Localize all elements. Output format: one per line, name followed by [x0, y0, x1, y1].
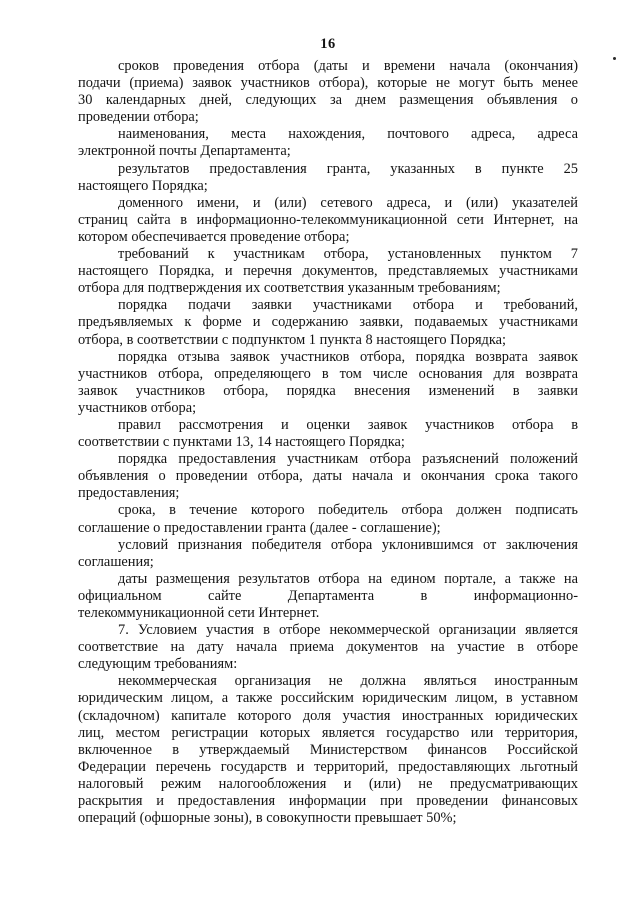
- text-line: настоящего Порядка;: [78, 177, 208, 194]
- text-line: срока, в течение которого победитель отбора должен подписать: [118, 502, 578, 519]
- text-line: некоммерческая организация не должна являться иностранным: [118, 673, 578, 690]
- text-line: налоговый режим налогообложения и (или) не предусматривающих: [78, 775, 578, 792]
- text-line: операций (офшорные зоны), в совокупности превышает 50%;: [78, 810, 457, 827]
- scan-speck-dot: [613, 57, 616, 60]
- text-line: даты размещения результатов отбора на едином портале, а также на: [118, 570, 578, 587]
- text-line: настоящего Порядка, и перечня документов, представляемых участниками: [78, 263, 578, 280]
- paragraph: [78, 349, 578, 417]
- text-line: 30 календарных дней, следующих за днем размещения объявления о: [78, 92, 578, 109]
- text-line: условий признания победителя отбора уклонившимся от заключения: [118, 536, 578, 553]
- text-line: раскрытия и предоставления информации при проведении финансовых: [78, 793, 578, 810]
- text-line: соответствие на дату начала приема документов на участие в отборе: [78, 639, 578, 656]
- text-line: следующим требованиям:: [78, 656, 238, 673]
- text-line: 7. Условием участия в отборе некоммерческой организации является: [118, 622, 578, 639]
- paragraph: [78, 673, 578, 827]
- text-line: страниц сайта в информационно-телекоммуникационной сети Интернет, на: [78, 211, 578, 228]
- text-line: заявок участников отбора, порядка внесения изменений в заявки: [78, 382, 578, 399]
- text-line: предоставления;: [78, 485, 180, 502]
- text-line: котором обеспечивается проведение отбора;: [78, 228, 350, 245]
- paragraph: [78, 297, 578, 348]
- text-line: доменного имени, и (или) сетевого адреса, и (или) указателей: [118, 194, 578, 211]
- page-number: 16: [320, 36, 336, 52]
- paragraph: [78, 622, 578, 673]
- text-line: участников отбора, определяющего в том числе основания для возврата: [78, 365, 578, 382]
- text-line: наименования, места нахождения, почтового адреса, адреса: [118, 126, 578, 143]
- text-line: порядка подачи заявки участниками отбора и требований,: [118, 297, 578, 314]
- text-line: официальном сайте Департамента в информационно-: [78, 587, 578, 604]
- document-body: [78, 58, 578, 827]
- paragraph: [78, 451, 578, 502]
- paragraph: [78, 161, 578, 195]
- paragraph: [78, 126, 578, 160]
- text-line: подачи (приема) заявок участников отбора), которые не могут быть менее: [78, 75, 578, 92]
- text-line: порядка отзыва заявок участников отбора, порядка возврата заявок: [118, 348, 578, 365]
- text-line: юридическим лицом, а также российским юридическим лицом, в уставном: [78, 690, 578, 707]
- text-line: телекоммуникационной сети Интернет.: [78, 605, 320, 621]
- text-line: предъявляемых к форме и содержанию заявки, подаваемых участниками: [78, 314, 578, 331]
- text-line: сроков проведения отбора (даты и времени начала (окончания): [118, 58, 578, 74]
- text-line: результатов предоставления гранта, указанных в пункте 25: [118, 160, 578, 177]
- paragraph: [78, 246, 578, 297]
- text-line: Федерации перечень государств и территорий, предоставляющих льготный: [78, 758, 578, 775]
- text-line: включенное в утверждаемый Министерством финансов Российской: [78, 741, 578, 758]
- paragraph: [78, 58, 578, 126]
- text-line: соглашения;: [78, 553, 154, 570]
- text-line: проведении отбора;: [78, 109, 199, 126]
- text-line: электронной почты Департамента;: [78, 143, 291, 160]
- paragraph: [78, 417, 578, 451]
- text-line: объявления о проведении отбора, даты начала и окончания срока такого: [78, 468, 578, 485]
- paragraph: [78, 195, 578, 246]
- text-line: лиц, местом регистрации которых является государство или территория,: [78, 724, 578, 741]
- paragraph: [78, 537, 578, 571]
- text-line: правил рассмотрения и оценки заявок участников отбора в: [118, 416, 578, 433]
- text-line: отбора, в соответствии с подпунктом 1 пункта 8 настоящего Порядка;: [78, 331, 507, 348]
- text-line: требований к участникам отбора, установленных пунктом 7: [118, 246, 578, 263]
- text-line: участников отбора;: [78, 399, 197, 416]
- text-line: соглашение о предоставлении гранта (далее - соглашение);: [78, 519, 441, 536]
- text-line: порядка предоставления участникам отбора разъяснений положений: [118, 451, 578, 468]
- text-line: (складочном) капитале которого доля участия иностранных юридических: [78, 707, 578, 724]
- paragraph: [78, 502, 578, 536]
- text-line: отбора для подтверждения их соответствия указанным требованиям;: [78, 280, 501, 297]
- text-line: соответствии с пунктами 13, 14 настоящего Порядка;: [78, 434, 405, 451]
- paragraph: [78, 571, 578, 622]
